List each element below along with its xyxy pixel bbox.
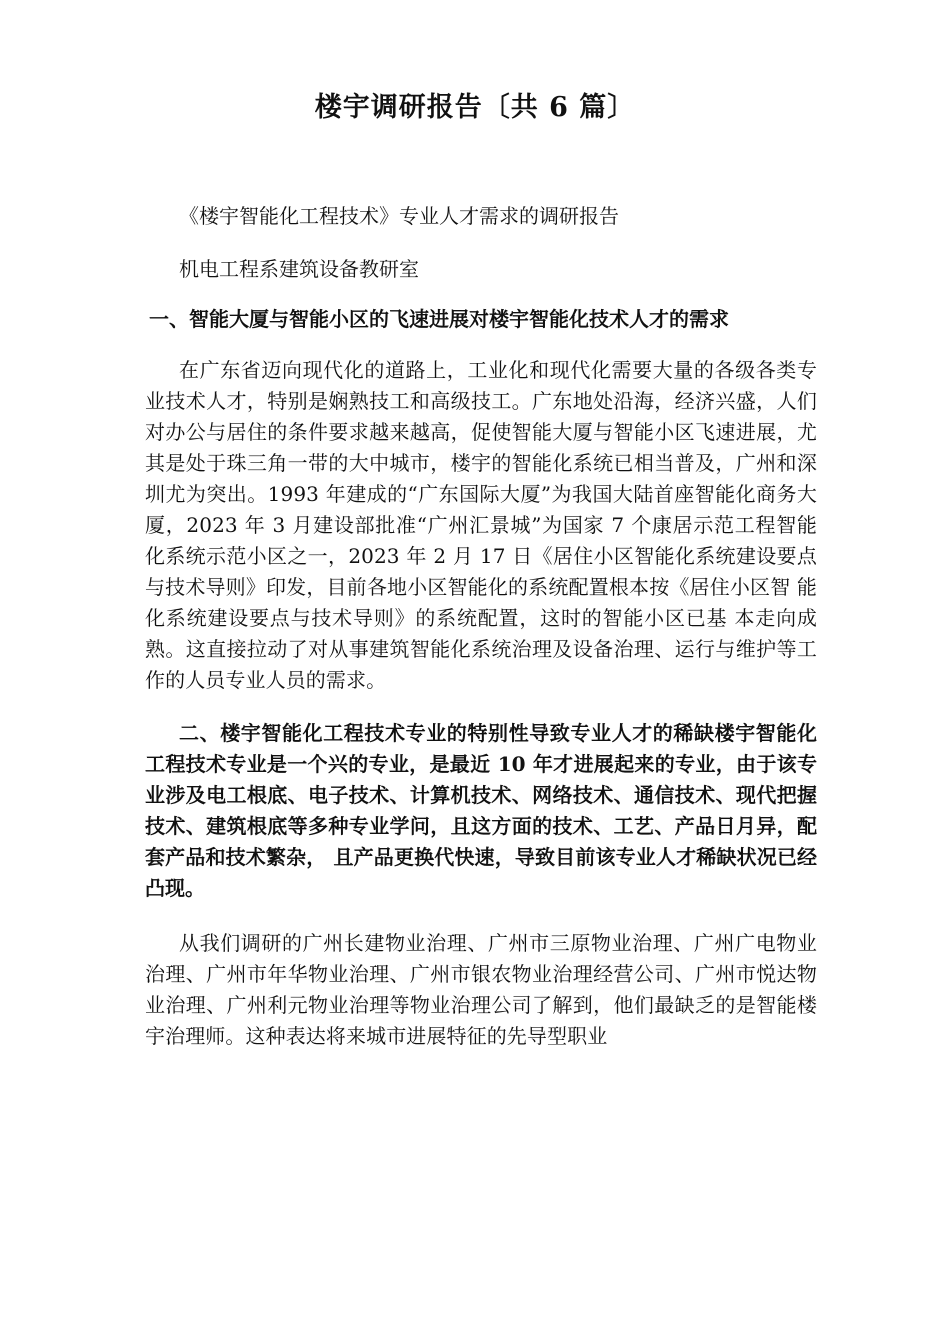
document-title: 楼宇调研报告〔共 6 篇〕	[314, 92, 636, 123]
document-body	[145, 200, 817, 1074]
section-2-paragraph: 二、楼宇智能化工程技术专业的特别性导致专业人才的稀缺楼宇智能化工程技术专业是一个兴的专业，是最近 10 年才进展起来的专业，由于该专业涉及电工根底、电子技术、计算机技术、网络技术、通信技术、现代把握技术、建筑根底等多种专业学问，且这方面的技术、工艺、产品日月异，配套产品和技术繁杂， 且产品更换代快速，导致目前该专业人才稀缺状况已经凸现。	[145, 721, 817, 900]
section-1-heading	[145, 304, 817, 335]
section-3-paragraph: 从我们调研的广州长建物业治理、广州市三原物业治理、广州广电物业治理、广州市年华物业治理、广州市银农物业治理经营公司、广州市悦达物业治理、广州利元物业治理等物业治理公司了解到，他们最缺乏的是智能楼宇治理师。这种表达将来城市进展特征的先导型职业	[145, 931, 817, 1048]
section-1-paragraph: 在广东省迈向现代化的道路上，工业化和现代化需要大量的各级各类专业技术人才，特别是娴熟技工和高级技工。广东地处沿海，经济兴盛，人们对办公与居住的条件要求越来越高，促使智能大厦与智能小区飞速进展，尤其是处于珠三角一带的大中城市，楼宇的智能化系统已相当普及，广州和深圳尤为突出。1993 年建成的“广东国际大厦”为我国大陆首座智能化商务大厦，2023 年 3 月建设部批准“广州汇景城”为国家 7 个康居示范工程智能化系统示范小区之一，2023 年 2 月 17 日《居住小区智能化系统建设要点与技术导则》印发，目前各地小区智能化的系统配置根本按《居住小区智 能化系统建设要点与技术导则》的系统配置，这时的智能小区已基 本走向成熟。这直接拉动了对从事建筑智能化系统治理及设备治理、运行与维护等工作的人员专业人员的需求。	[145, 358, 817, 692]
section-1-heading-text: 一、智能大厦与智能小区的飞速进展对楼宇智能化技术人才的需求	[149, 307, 729, 331]
report-subtitle: 《楼宇智能化工程技术》专业人才需求的调研报告	[179, 204, 619, 228]
department-line: 机电工程系建筑设备教研室	[179, 257, 419, 281]
